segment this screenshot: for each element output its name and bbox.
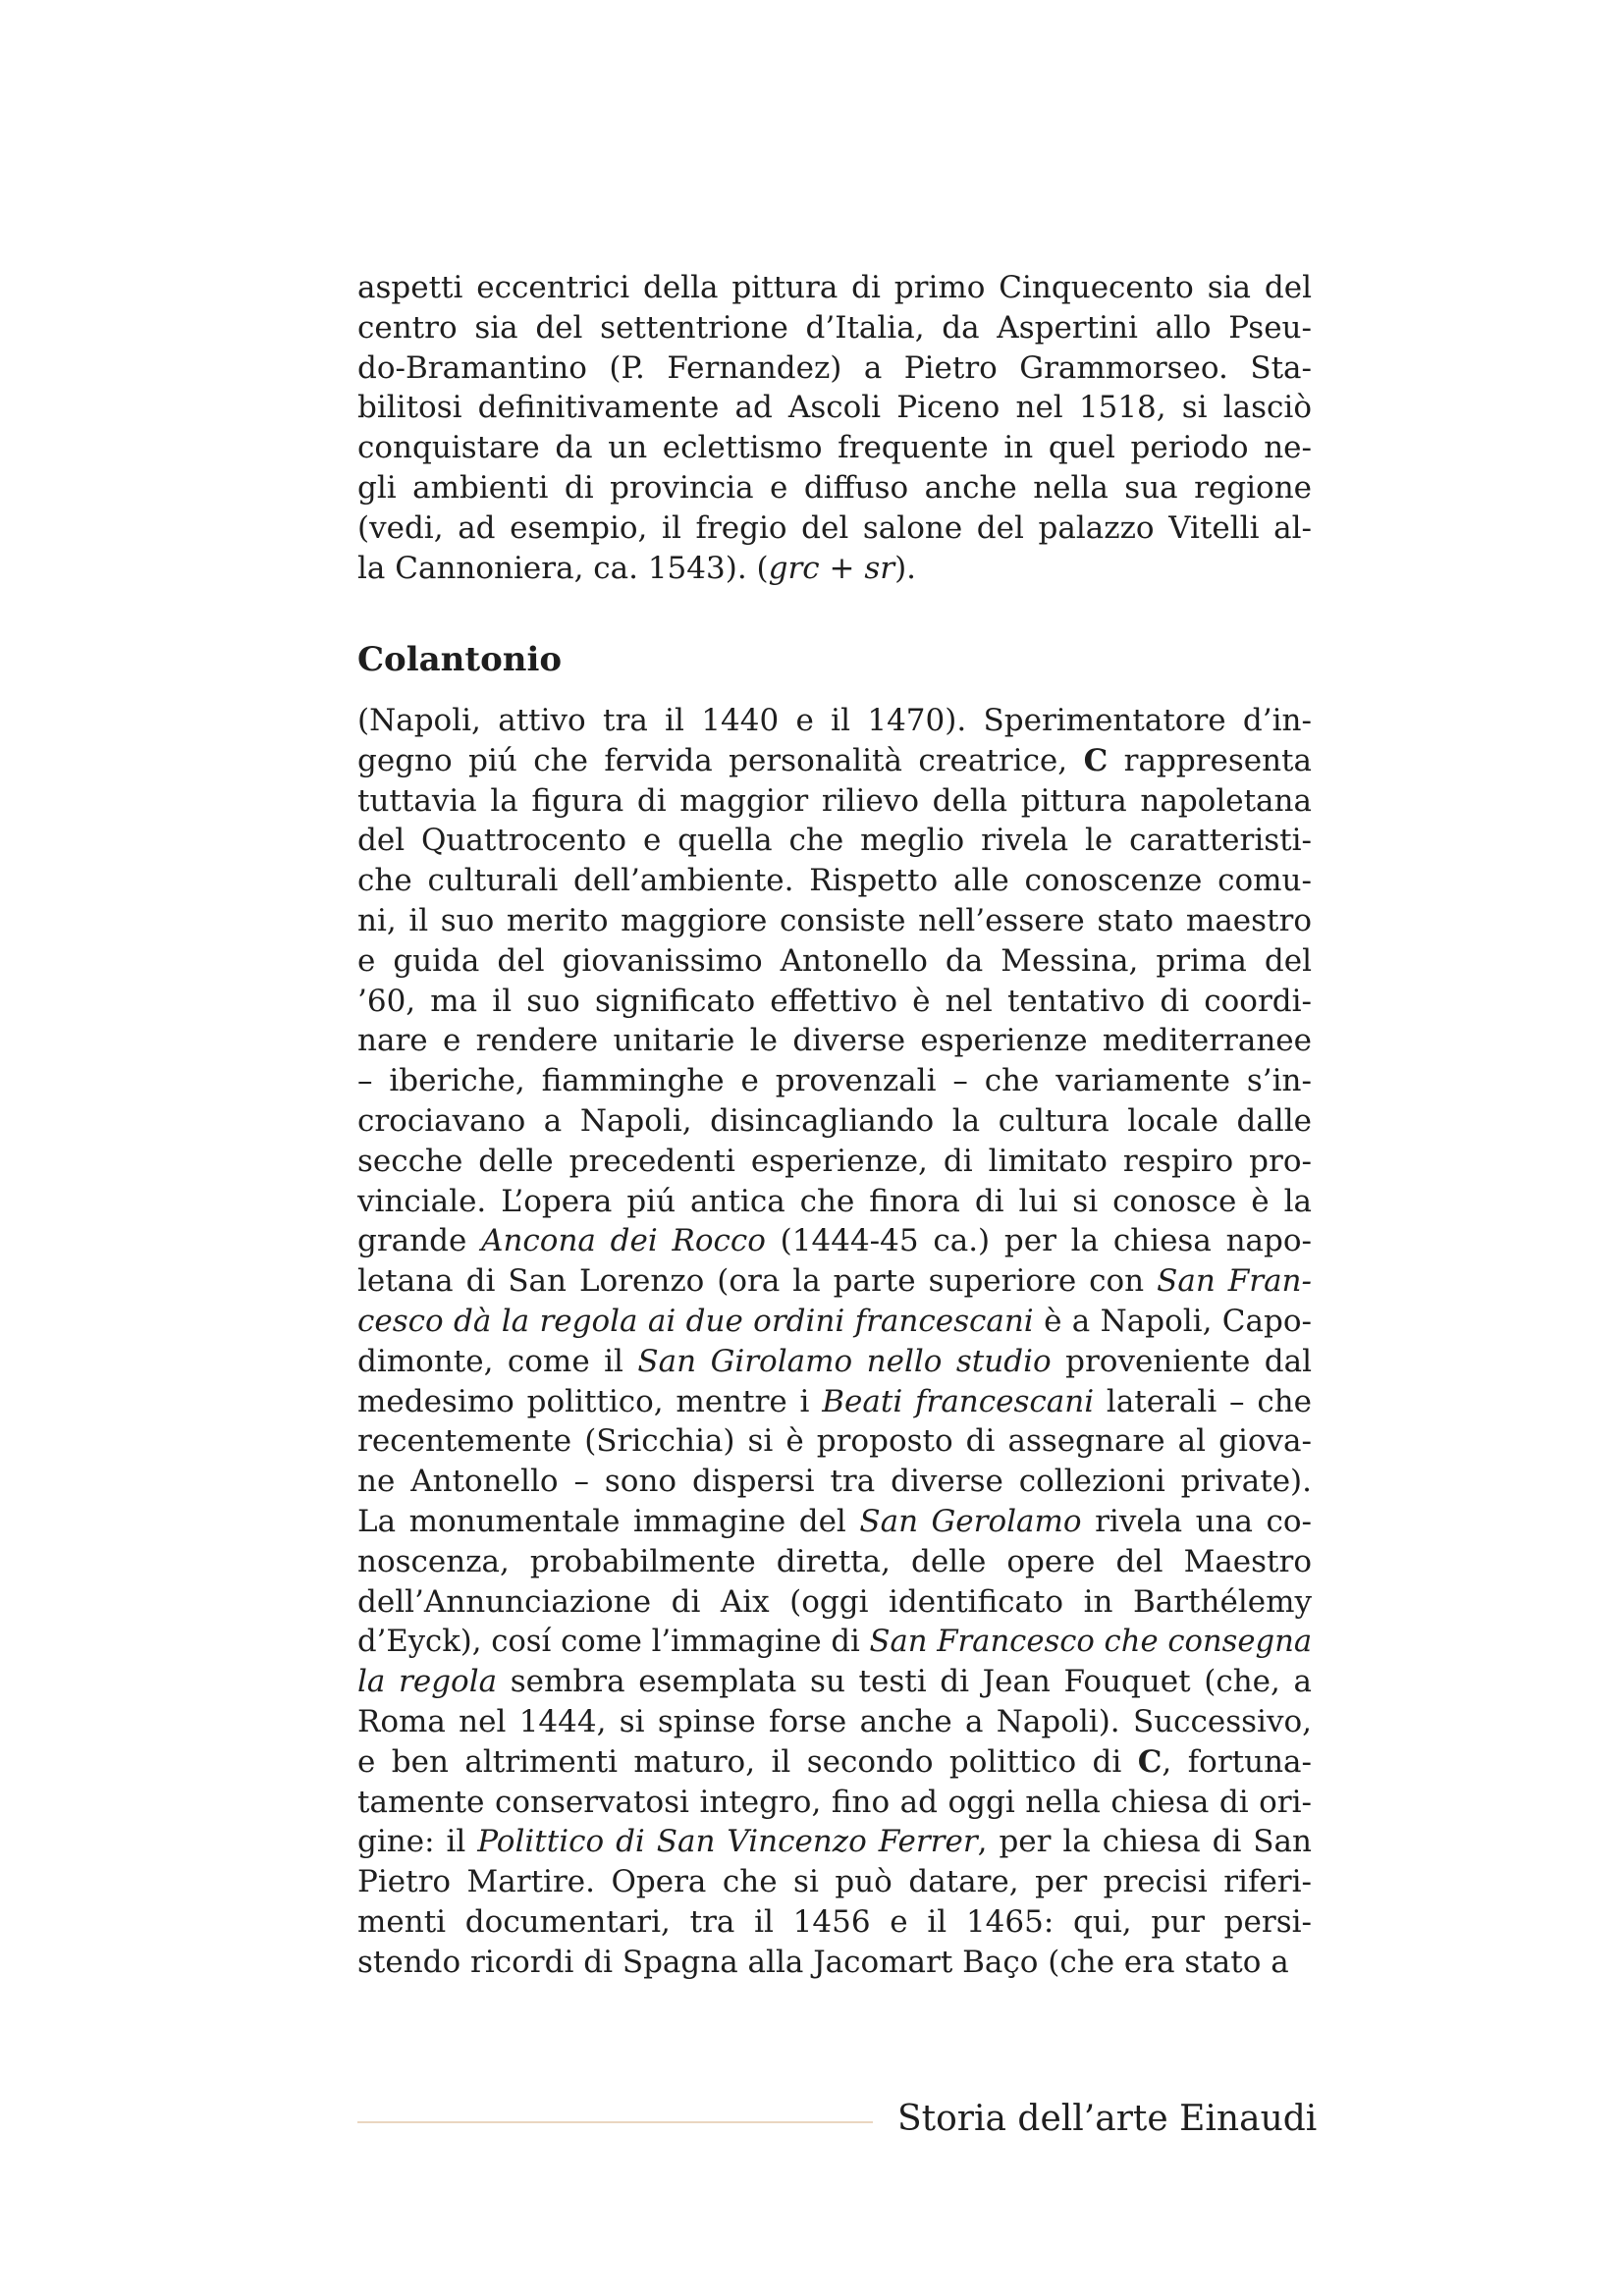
text-run: è a Napoli, Capo- bbox=[1033, 1303, 1312, 1339]
text-run: ). bbox=[894, 550, 917, 586]
text-run: dell’Annunciazione di Aix (oggi identificato in Barthélemy bbox=[357, 1583, 1312, 1620]
text-run: sembra esemplata su testi di Jean Fouquet (che, a bbox=[497, 1664, 1312, 1700]
text-run: del Quattrocento e quella che meglio rivela le caratteristi- bbox=[357, 823, 1312, 859]
text-run: noscenza, probabilmente diretta, delle opere del Maestro bbox=[357, 1543, 1312, 1579]
text-line bbox=[357, 1702, 1312, 1742]
italic-title: Ancona dei Rocco bbox=[481, 1223, 766, 1259]
text-line bbox=[357, 1542, 1312, 1582]
text-run: nare e rendere unitarie le diverse esperienze mediterranee bbox=[357, 1023, 1312, 1059]
text-line bbox=[357, 1862, 1312, 1902]
italic-title: Polittico di San Vincenzo Ferrer bbox=[477, 1824, 978, 1860]
text-line bbox=[357, 1142, 1312, 1182]
text-run: e guida del giovanissimo Antonello da Messina, prima del bbox=[357, 942, 1312, 979]
text-run: gegno piú che fervida personalità creatrice, bbox=[357, 742, 1084, 778]
text-line bbox=[357, 821, 1312, 861]
text-run: dimonte, come il bbox=[357, 1343, 638, 1379]
text-line bbox=[357, 781, 1312, 822]
text-line bbox=[357, 1582, 1312, 1623]
entry-body bbox=[357, 701, 1312, 1983]
text-run: , fortuna- bbox=[1162, 1743, 1313, 1780]
text-run: Roma nel 1444, si spinse forse anche a Napoli). Successivo, bbox=[357, 1703, 1312, 1739]
footer-rule bbox=[357, 2121, 873, 2123]
text-run: secche delle precedenti esperienze, di limitato respiro pro- bbox=[357, 1143, 1312, 1179]
text-line bbox=[357, 1502, 1312, 1542]
text-line bbox=[357, 549, 1312, 589]
text-line bbox=[357, 741, 1312, 781]
italic-title: San Fran- bbox=[1157, 1263, 1313, 1300]
text-run: che culturali dell’ambiente. Rispetto alle conoscenze comu- bbox=[357, 863, 1312, 899]
text-run: laterali – che bbox=[1094, 1383, 1312, 1419]
text-run: gine: il bbox=[357, 1824, 478, 1860]
text-line: (vedi, ad esempio, il fregio del salone del palazzo Vitelli al- bbox=[357, 509, 1312, 546]
text-run: grande bbox=[357, 1223, 482, 1259]
text-line bbox=[357, 701, 1312, 741]
bold-abbreviation: C bbox=[1083, 742, 1109, 778]
text-line bbox=[357, 1462, 1312, 1502]
text-line bbox=[357, 1622, 1313, 1662]
text-line: aspetti eccentrici della pittura di primo Cinquecento sia del bbox=[357, 270, 1312, 305]
text-line bbox=[357, 1182, 1312, 1222]
text-line bbox=[357, 901, 1312, 941]
text-run: crociavano a Napoli, disincagliando la cultura locale dalle bbox=[357, 1102, 1312, 1139]
italic-title: San Francesco che consegna bbox=[869, 1624, 1313, 1660]
text-line: centro sia del settentrione d’Italia, da Aspertini allo Pseu- bbox=[357, 309, 1312, 346]
text-run: rappresenta bbox=[1108, 742, 1312, 778]
text-line bbox=[357, 1302, 1312, 1342]
text-run: Pietro Martire. Opera che si può datare, per precisi riferi- bbox=[357, 1864, 1312, 1900]
text-line bbox=[357, 1021, 1312, 1061]
text-line bbox=[357, 982, 1312, 1022]
text-run: tamente conservatosi integro, fino ad oggi nella chiesa di ori- bbox=[357, 1784, 1312, 1820]
text-line bbox=[357, 1421, 1312, 1462]
italic-title: la regola bbox=[357, 1664, 498, 1700]
text-run: – iberiche, fiamminghe e provenzali – che variamente s’in- bbox=[357, 1063, 1312, 1099]
text-run: la Cannoniera, ca. 1543). ( bbox=[357, 550, 769, 586]
text-run: e ben altrimenti maturo, il secondo polittico di bbox=[357, 1743, 1138, 1780]
text-run: (1444-45 ca.) per la chiesa napo- bbox=[765, 1223, 1313, 1259]
text-run: ne Antonello – sono dispersi tra diverse collezioni private). bbox=[357, 1464, 1312, 1500]
italic-title: San Gerolamo bbox=[859, 1503, 1082, 1539]
text-run: (Napoli, attivo tra il 1440 e il 1470). Sperimentatore d’in- bbox=[357, 703, 1312, 738]
text-line bbox=[357, 1902, 1312, 1943]
text-line: gli ambienti di provincia e diffuso anche nella sua regione bbox=[357, 469, 1312, 506]
bold-abbreviation: C bbox=[1137, 1743, 1163, 1780]
text-run: letana di San Lorenzo (ora la parte superiore con bbox=[357, 1263, 1158, 1300]
entry-heading: Colantonio bbox=[357, 640, 563, 679]
text-run: stendo ricordi di Spagna alla Jacomart Baço (che era stato a bbox=[357, 1944, 1289, 1980]
italic-title: Beati francescani bbox=[822, 1383, 1095, 1419]
text-run: d’Eyck), cosí come l’immagine di bbox=[357, 1624, 870, 1660]
text-run: menti documentari, tra il 1456 e il 1465: qui, pur persi- bbox=[357, 1903, 1312, 1940]
text-line: do-Bramantino (P. Fernandez) a Pietro Grammorseo. Sta- bbox=[357, 349, 1312, 386]
text-run: ’60, ma il suo significato effettivo è nel tentativo di coordi- bbox=[357, 983, 1312, 1019]
text-line bbox=[357, 1943, 1312, 1983]
text-line: bilitosi definitivamente ad Ascoli Piceno nel 1518, si lasciò bbox=[357, 390, 1312, 426]
text-line: conquistare da un eclettismo frequente in quel periodo ne- bbox=[357, 430, 1312, 466]
italic-title: cesco dà la regola ai due ordini francescani bbox=[357, 1303, 1034, 1339]
text-run: ni, il suo merito maggiore consiste nell’essere stato maestro bbox=[357, 902, 1312, 938]
text-run: medesimo polittico, mentre i bbox=[357, 1383, 823, 1419]
text-run: La monumentale immagine del bbox=[357, 1503, 860, 1539]
text-run: recentemente (Sricchia) si è proposto di assegnare al giova- bbox=[357, 1423, 1312, 1460]
text-line bbox=[357, 1662, 1312, 1702]
text-line bbox=[357, 1101, 1312, 1142]
text-line bbox=[357, 1261, 1312, 1302]
footer-publication-label: Storia dell’arte Einaudi bbox=[897, 2099, 1318, 2139]
text-line bbox=[357, 1822, 1312, 1862]
text-line bbox=[357, 1342, 1312, 1382]
text-line bbox=[357, 1061, 1312, 1101]
text-run: vinciale. L’opera piú antica che finora di lui si conosce è la bbox=[357, 1183, 1312, 1219]
text-line bbox=[357, 941, 1312, 982]
text-run: , per la chiesa di San bbox=[977, 1824, 1312, 1860]
italic-title: San Girolamo nello studio bbox=[637, 1343, 1052, 1379]
text-line bbox=[357, 1742, 1312, 1783]
text-line bbox=[357, 1783, 1312, 1823]
text-line bbox=[357, 1221, 1312, 1261]
text-line bbox=[357, 1382, 1312, 1422]
text-line bbox=[357, 861, 1312, 901]
text-run: tuttavia la figura di maggior rilievo della pittura napoletana bbox=[357, 782, 1312, 819]
text-run: proveniente dal bbox=[1051, 1343, 1312, 1379]
author-initials: grc + sr bbox=[768, 550, 895, 586]
text-run: rivela una co- bbox=[1081, 1503, 1312, 1539]
intro-paragraph bbox=[357, 268, 1312, 588]
